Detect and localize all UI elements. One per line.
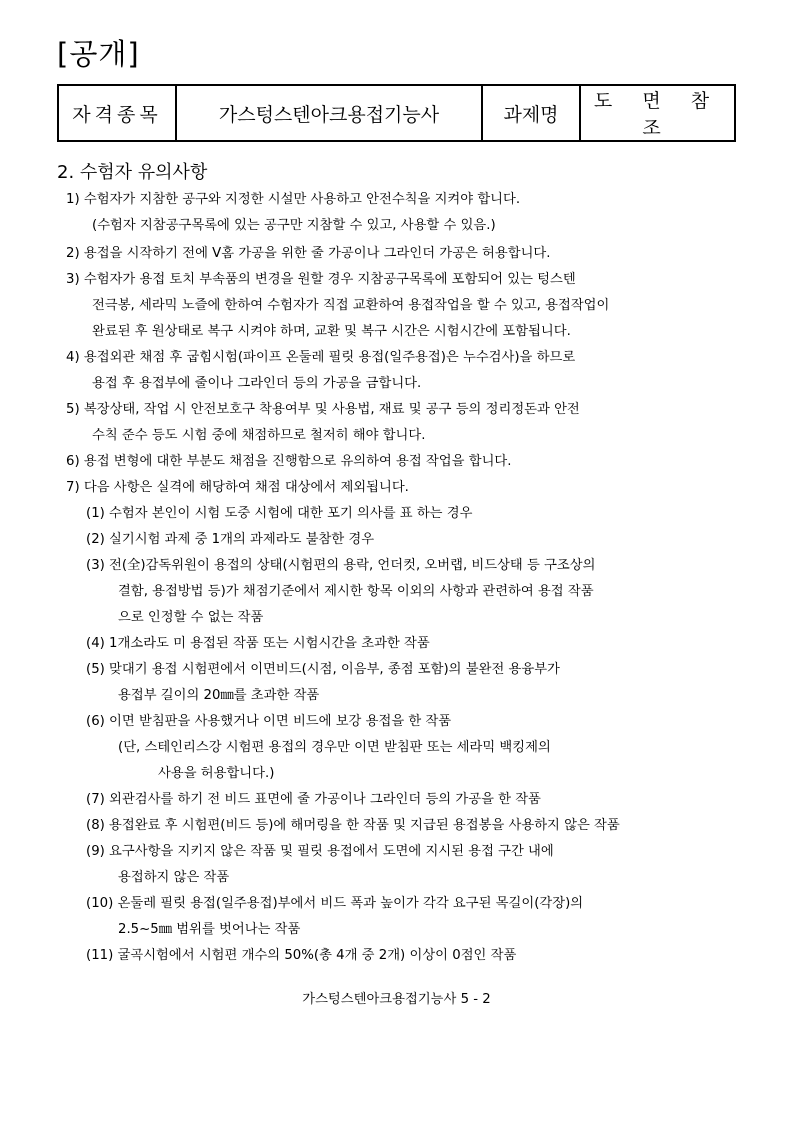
list-item: (10) 온둘레 필릿 용접(일주용접)부에서 비드 폭과 높이가 각각 요구된 목길이(각장)의: [86, 896, 584, 911]
qualification-value: 가스텅스텐아크용접기능사: [176, 85, 482, 141]
task-value: 도 면 참 조: [580, 85, 735, 141]
list-item: 4) 용접외관 채점 후 굽힘시험(파이프 온둘레 필릿 용접(일주용접)은 누수검사)을 하므로: [66, 350, 576, 365]
list-item: 용접하지 않은 작품: [118, 870, 230, 885]
list-item: (8) 용접완료 후 시험편(비드 등)에 해머링을 한 작품 및 지급된 용접봉을 사용하지 않은 작품: [86, 818, 620, 833]
list-item: 2.5~5㎜ 범위를 벗어나는 작품: [118, 922, 301, 937]
list-item: (단, 스테인리스강 시험편 용접의 경우만 이면 받침판 또는 세라믹 백킹제의: [118, 740, 551, 755]
list-item: (5) 맞대기 용접 시험편에서 이면비드(시점, 이음부, 종점 포함)의 불완전 용융부가: [86, 662, 560, 677]
list-item: (11) 굴곡시험에서 시험편 개수의 50%(총 4개 중 2개) 이상이 0점인 작품: [86, 948, 517, 963]
list-item: (3) 전(全)감독위원이 용접의 상태(시험편의 용락, 언더컷, 오버랩, 비드상태 등 구조상의: [86, 558, 596, 573]
list-item: 용접 후 용접부에 줄이나 그라인더 등의 가공을 금합니다.: [92, 376, 422, 391]
list-item: 완료된 후 원상태로 복구 시켜야 하며, 교환 및 복구 시간은 시험시간에 포함됩니다.: [92, 324, 571, 339]
qualification-label: 자격종목: [58, 85, 176, 141]
section-title: 2. 수험자 유의사항: [57, 162, 208, 183]
list-item: (2) 실기시험 과제 중 1개의 과제라도 불참한 경우: [86, 532, 375, 547]
list-item: 전극봉, 세라믹 노즐에 한하여 수험자가 직접 교환하여 용접작업을 할 수 있고, 용접작업이: [92, 298, 610, 313]
list-item: 용접부 길이의 20㎜를 초과한 작품: [118, 688, 320, 703]
list-item: 으로 인정할 수 없는 작품: [118, 610, 264, 625]
list-item: (9) 요구사항을 지키지 않은 작품 및 필릿 용접에서 도면에 지시된 용접 구간 내에: [86, 844, 554, 859]
list-item: 2) 용접을 시작하기 전에 V홈 가공을 위한 줄 가공이나 그라인더 가공은 허용합니다.: [66, 246, 551, 261]
list-item: 수칙 준수 등도 시험 중에 채점하므로 철저히 해야 합니다.: [92, 428, 426, 443]
public-tag: [공개]: [57, 37, 140, 71]
list-item: (1) 수험자 본인이 시험 도중 시험에 대한 포기 의사를 표 하는 경우: [86, 506, 473, 521]
list-item: 6) 용접 변형에 대한 부분도 채점을 진행함으로 유의하여 용접 작업을 합니다.: [66, 454, 512, 469]
header-table: [57, 84, 736, 142]
list-item: (수험자 지참공구목록에 있는 공구만 지참할 수 있고, 사용할 수 있음.): [92, 218, 496, 233]
page-footer: 가스텅스텐아크용접기능사 5 - 2: [302, 992, 491, 1007]
list-item: 7) 다음 사항은 실격에 해당하여 채점 대상에서 제외됩니다.: [66, 480, 409, 495]
list-item: 5) 복장상태, 작업 시 안전보호구 착용여부 및 사용법, 재료 및 공구 등의 정리정돈과 안전: [66, 402, 580, 417]
list-item: (7) 외관검사를 하기 전 비드 표면에 줄 가공이나 그라인더 등의 가공을 한 작품: [86, 792, 541, 807]
task-label: 과제명: [482, 85, 580, 141]
list-item: 결함, 용접방법 등)가 채점기준에서 제시한 항목 이외의 사항과 관련하여 용접 작품: [118, 584, 594, 599]
list-item: (6) 이면 받침판을 사용했거나 이면 비드에 보강 용접을 한 작품: [86, 714, 452, 729]
list-item: 1) 수험자가 지참한 공구와 지정한 시설만 사용하고 안전수칙을 지켜야 합니다.: [66, 192, 521, 207]
list-item: (4) 1개소라도 미 용접된 작품 또는 시험시간을 초과한 작품: [86, 636, 430, 651]
list-item: 사용을 허용합니다.): [158, 766, 275, 781]
list-item: 3) 수험자가 용접 토치 부속품의 변경을 원할 경우 지참공구목록에 포함되어 있는 텅스텐: [66, 272, 576, 287]
